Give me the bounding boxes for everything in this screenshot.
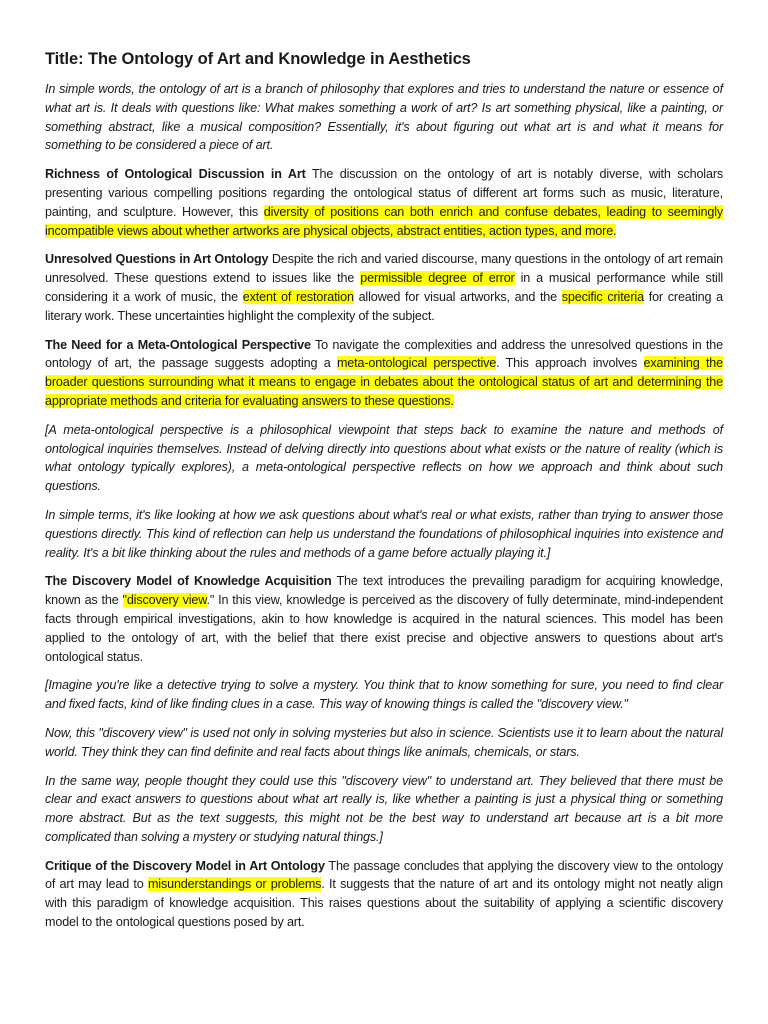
discovery-text-1: The text introduces the prevailing paradigm for acquiring knowledge, known as the (45, 574, 723, 608)
critique-heading: Critique of the Discovery Model in Art Ontology (45, 858, 325, 873)
critique-paragraph (45, 857, 723, 932)
richness-text-1: The discussion on the ontology of art is notably diverse, with scholars presenting various compelling positions regarding the ontological status of different art forms such as music, literature, painting, and sculpture. However, this (45, 167, 724, 219)
meta-text-1: To navigate the complexities and address the unresolved questions in the ontology of art, the passage suggests adopting a (45, 337, 723, 371)
unresolved-text-3: allowed for visual artworks, and the (353, 289, 562, 304)
unresolved-paragraph (45, 250, 723, 325)
discovery-highlight-1: "discovery view (122, 593, 207, 608)
discovery-note-2: Now, this "discovery view" is used not only in solving mysteries but also in science. Scientists use it to learn about the natural world. They think they can find definite and real facts about things like animals, chemicals, or stars. (45, 725, 723, 759)
meta-text-2: . This approach involves (496, 356, 644, 371)
critique-highlight-1: misunderstandings or problems (147, 877, 322, 892)
richness-highlight-1: diversity of positions can both enrich and confuse debates, leading to seemingly incompatible views about whether artworks are physical objects, abstract entities, action types, and more. (45, 204, 723, 238)
critique-text-2: . It suggests that the nature of art and its ontology might not neatly align with this paradigm of knowledge acquisition. This raises questions about the suitability of applying a scientific discovery model to the ontological questions posed by art. (45, 877, 723, 930)
meta-highlight-2: examining the broader questions surrounding what it means to engage in debates about the ontological status of art and determining the appropriate methods and criteria for evaluating answers to these questions. (45, 356, 723, 408)
meta-highlight-1: meta-ontological perspective (336, 356, 497, 371)
meta-heading: The Need for a Meta-Ontological Perspective (45, 337, 311, 352)
document-title: Title: The Ontology of Art and Knowledge in Aesthetics (45, 50, 471, 68)
discovery-heading: The Discovery Model of Knowledge Acquisition (45, 574, 332, 589)
unresolved-text-1: Despite the rich and varied discourse, many questions in the ontology of art remain unresolved. These questions extend to issues like the (45, 252, 723, 286)
unresolved-highlight-2: extent of restoration (242, 289, 354, 304)
critique-text-1: The passage concludes that applying the discovery view to the ontology of art may lead to (45, 858, 723, 892)
meta-note-2: In simple terms, it's like looking at how we ask questions about what's real or what exists, rather than trying to answer those questions directly. This kind of reflection can help us understand the foundations of philosophical inquiries into existence and reality. It's a bit like thinking about the rules and methods of a game before actually playing it.] (45, 507, 723, 560)
discovery-paragraph (45, 572, 723, 666)
unresolved-highlight-1: permissible degree of error (360, 271, 515, 286)
discovery-note-1: [Imagine you're like a detective trying to solve a mystery. You think that to know something for sure, you need to find clear and fixed facts, kind of like finding clues in a case. This way of knowing things is called the "discovery view." (45, 678, 723, 712)
unresolved-highlight-3: specific criteria (561, 289, 644, 304)
discovery-note-3: In the same way, people thought they could use this "discovery view" to understand art. They believed that there must be clear and exact answers to questions about what art really is, like whether a painting is just a physical thing or something more abstract. But as the text suggests, this might not be the best way to understand art because art is a bit more complicated than solving a mystery or studying natural things.] (45, 773, 723, 844)
unresolved-heading: Unresolved Questions in Art Ontology (45, 252, 269, 267)
intro-paragraph: In simple words, the ontology of art is a branch of philosophy that explores and tries to understand the nature or essence of what art is. It deals with questions like: What makes something a work of art? Is art something physical, like a painting, or something abstract, like a musical composition? Essentially, it's about figuring out what art is and what it means for something to be considered a piece of art. (45, 82, 723, 153)
unresolved-text-2: in a musical performance while still considering it a work of music, the (45, 271, 723, 304)
richness-paragraph (45, 165, 723, 240)
discovery-text-2: ." In this view, knowledge is perceived as the discovery of fully determinate, mind-independent facts through empirical investigations, akin to how knowledge is acquired in the natural sciences. This model has been applied to the ontology of art, with the belief that there exist precise and objective answers to questions about art's ontological status. (45, 593, 723, 664)
meta-note-1: [A meta-ontological perspective is a philosophical viewpoint that steps back to examine the nature and methods of ontological inquiries themselves. Instead of delving directly into questions about what exists or the nature of reality (which is what ontology typically explores), a meta-ontological perspective reflects on how we approach and think about such questions. (45, 422, 723, 494)
meta-paragraph (45, 336, 723, 411)
richness-heading: Richness of Ontological Discussion in Art (45, 167, 306, 182)
unresolved-text-4: for creating a literary work. These uncertainties highlight the complexity of the subject. (45, 289, 723, 323)
